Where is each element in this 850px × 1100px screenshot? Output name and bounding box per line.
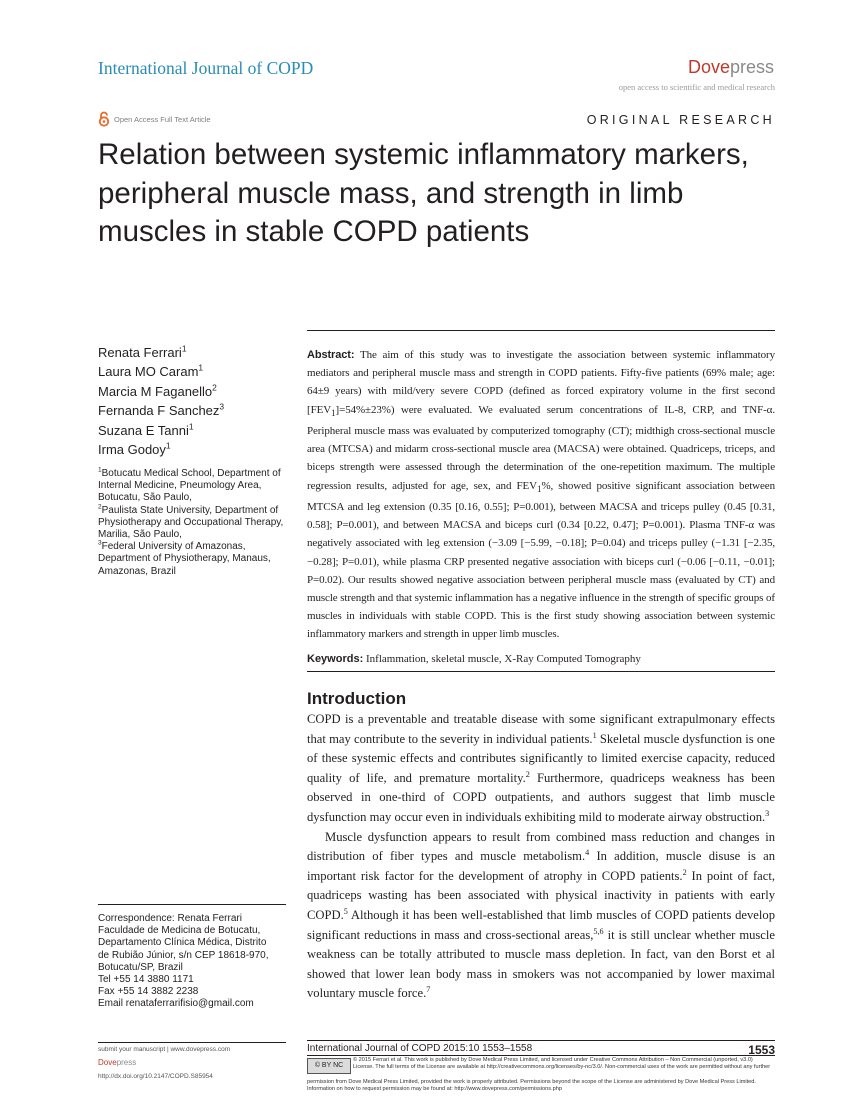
author: Suzana E Tanni$^1$ bbox=[98, 421, 194, 438]
author-list bbox=[98, 343, 224, 459]
citation-ref[interactable]: 2 bbox=[682, 867, 687, 877]
publisher-logo-press: press bbox=[730, 57, 775, 77]
citation-ref[interactable]: 4 bbox=[585, 847, 590, 857]
creative-commons-icon[interactable]: © BY NC bbox=[307, 1058, 351, 1074]
correspondence bbox=[98, 913, 293, 1011]
citation: International Journal of COPD 2015:10 1553–1558 bbox=[307, 1043, 533, 1054]
footer-publisher-logo[interactable]: Dovepress bbox=[98, 1058, 137, 1067]
footer-left-rule bbox=[98, 1042, 286, 1043]
correspondence-email[interactable]: Email renataferrarifisio@gmail.com bbox=[98, 998, 254, 1010]
abstract-top-rule bbox=[307, 330, 775, 331]
citation-ref[interactable]: 1 bbox=[592, 730, 597, 740]
correspondence-rule bbox=[98, 904, 286, 905]
doi-link[interactable]: http://dx.doi.org/10.2147/COPD.S85954 bbox=[98, 1073, 213, 1080]
publisher-logo-dove: Dove bbox=[688, 57, 731, 77]
section-heading: Introduction bbox=[307, 689, 407, 708]
affiliation: $^2$Paulista State University, Department of Physiotherapy and Occupational Therapy, Marilia, São Paulo, bbox=[98, 503, 284, 541]
correspondence-line: Botucatu/SP, Brazil bbox=[98, 961, 183, 973]
affiliation: $^1$Botucatu Medical School, Department of Internal Medicine, Pneumology Area, Botucatu, São Paulo, bbox=[98, 466, 281, 504]
correspondence-line: de Rubião Júnior, s/n CEP 18618-970, bbox=[98, 949, 269, 961]
license-text: © 2015 Ferrari et al. This work is published by Dove Medical Press Limited, and licensed under Creative Commons Attribution – Non Commercial (unported, v3.0) License. The full terms of the License are available at http://creativecommons.org/licenses/by-nc/3.0/. Non-commercial uses of the work are permitted without any further bbox=[353, 1057, 771, 1071]
page-number: 1553 bbox=[748, 1043, 775, 1057]
abstract-label: Abstract: bbox=[307, 349, 355, 361]
footer-citation-rule bbox=[307, 1055, 775, 1056]
abstract-bottom-rule bbox=[307, 671, 775, 672]
author: Marcia M Faganello$^2$ bbox=[98, 382, 217, 399]
footer-right-rule bbox=[307, 1040, 775, 1041]
journal-title: International Journal of COPD bbox=[98, 58, 314, 78]
license-text-continued: permission from Dove Medical Press Limited, provided the work is properly attributed. Permissions beyond the scope of the License are administered by Dove Medical Press Limited. Information on how to request permission may be found at: http://www.dovepress.com/permissions.php bbox=[307, 1079, 756, 1093]
article-title: Relation between systemic inflammatory markers, peripheral muscle mass, and strength in limb muscles in stable COPD patients bbox=[98, 138, 749, 248]
keywords: Keywords: Inflammation, skeletal muscle, X-Ray Computed Tomography bbox=[307, 653, 641, 665]
introduction-body bbox=[307, 710, 775, 1004]
correspondence-line: Tel +55 14 3880 1171 bbox=[98, 974, 194, 986]
affiliation: $^3$Federal University of Amazonas, Department of Physiotherapy, Manaus, Amazonas, Brazil bbox=[98, 539, 271, 577]
open-access-label: Open Access Full Text Article bbox=[114, 115, 211, 124]
correspondence-line: Fax +55 14 3882 2238 bbox=[98, 986, 199, 998]
article-type: ORIGINAL RESEARCH bbox=[586, 113, 775, 127]
citation-ref[interactable]: 3 bbox=[765, 808, 770, 818]
affiliations bbox=[98, 468, 293, 578]
keywords-label: Keywords: bbox=[307, 653, 364, 665]
citation-ref[interactable]: 5 bbox=[343, 906, 348, 916]
citation-ref[interactable]: 7 bbox=[426, 985, 431, 995]
submit-manuscript-link[interactable]: submit your manuscript | www.dovepress.com bbox=[98, 1046, 231, 1053]
publisher-tagline: open access to scientific and medical research bbox=[618, 82, 775, 92]
correspondence-line: Faculdade de Medicina de Botucatu, bbox=[98, 925, 261, 937]
correspondence-line: Correspondence: Renata Ferrari bbox=[98, 913, 242, 924]
author: Renata Ferrari$^1$ bbox=[98, 343, 187, 360]
correspondence-line: Departamento Clínica Médica, Distrito bbox=[98, 937, 267, 949]
author: Laura MO Caram$^1$ bbox=[98, 363, 204, 380]
citation-ref[interactable]: 2 bbox=[525, 769, 530, 779]
abstract: Abstract: The aim of this study was to investigate the association between systemic inflammatory mediators and peripheral muscle mass and strength in COPD patients. Fifty-five patients (69% male; age: 64±9 years) with mild/very severe COPD (defined as forced expiratory volume in the first second $[FEV_1]=54\%\pm 23\%$) were evaluated. We evaluated serum concentrations of IL-8, CRP, and TNF-α. Peripheral muscle mass was evaluated by computerized tomography (CT); midthigh cross-sectional muscle area (MTCSA) and midarm cross-sectional muscle area (MACSA) were obtained. Quadriceps, triceps, and biceps strength were assessed through the determination of the one-repetition maximum. The multiple regression results, adjusted for age, sex, and $FEV_1\%$, showed positive significant association between MTCSA and leg extension (0.35 [0.16, 0.55]; P=0.001), between MACSA and triceps pulley (0.45 [0.31, 0.58]; P=0.001), and between MACSA and biceps curl (0.34 [0.22, 0.47]; P=0.001). Plasma TNF-α was negatively associated with leg extension (−3.09 [−5.99, −0.18]; P=0.04) and triceps pulley (−1.31 [−2.35, −0.28]; P=0.01), while plasma CRP presented negative association with biceps curl (−0.06 [−0.11, −0.01]; P=0.02). Our results showed negative association between peripheral muscle mass (evaluated by CT) and muscle strength and that systemic inflammation has a negative influence in the strength of specific groups of muscles in individuals with stable COPD. This is the first study showing association between systemic inflammatory markers and strength in upper limb muscles. bbox=[307, 349, 775, 641]
publisher-logo[interactable] bbox=[688, 57, 774, 78]
author: Fernanda F Sanchez$^3$ bbox=[98, 401, 225, 419]
paragraph: Muscle dysfunction appears to result from combined mass reduction and changes in distribution of fiber types and muscle metabolism.$^4$ In addition, muscle disuse is an important risk factor for the development of atrophy in COPD patients.$^2$ In point of fact, quadriceps wasting has been associated with physical inactivity in patients with early COPD.$^5$ Although it has been well-established that limb muscles of COPD patients develop significant reductions in mass and cross-sectional areas,$^{5,6}$ it is still unclear whether muscle weakness can be totally attributed to muscle mass depletion. In fact, van den Borst et al showed that lower lean body mass in smokers was not accompanied by lower maximal voluntary muscle force.$^7$ bbox=[307, 829, 776, 1001]
paragraph: COPD is a preventable and treatable disease with some significant extrapulmonary effects that may contribute to the severity in individual patients.$^1$ Skeletal muscle dysfunction is one of these systemic effects and contributes significantly to limited exercise capacity, reduced quality of life, and premature mortality.$^2$ Furthermore, quadriceps weakness has been observed in one-third of COPD outpatients, and authors suggest that limb muscle dysfunction may occur even in individuals exhibiting mild to moderate airway obstruction.$^3$ bbox=[307, 712, 776, 824]
open-access-icon bbox=[98, 111, 110, 127]
citation-ref[interactable]: 5,6 bbox=[593, 926, 604, 936]
author: Irma Godoy$^1$ bbox=[98, 440, 171, 458]
